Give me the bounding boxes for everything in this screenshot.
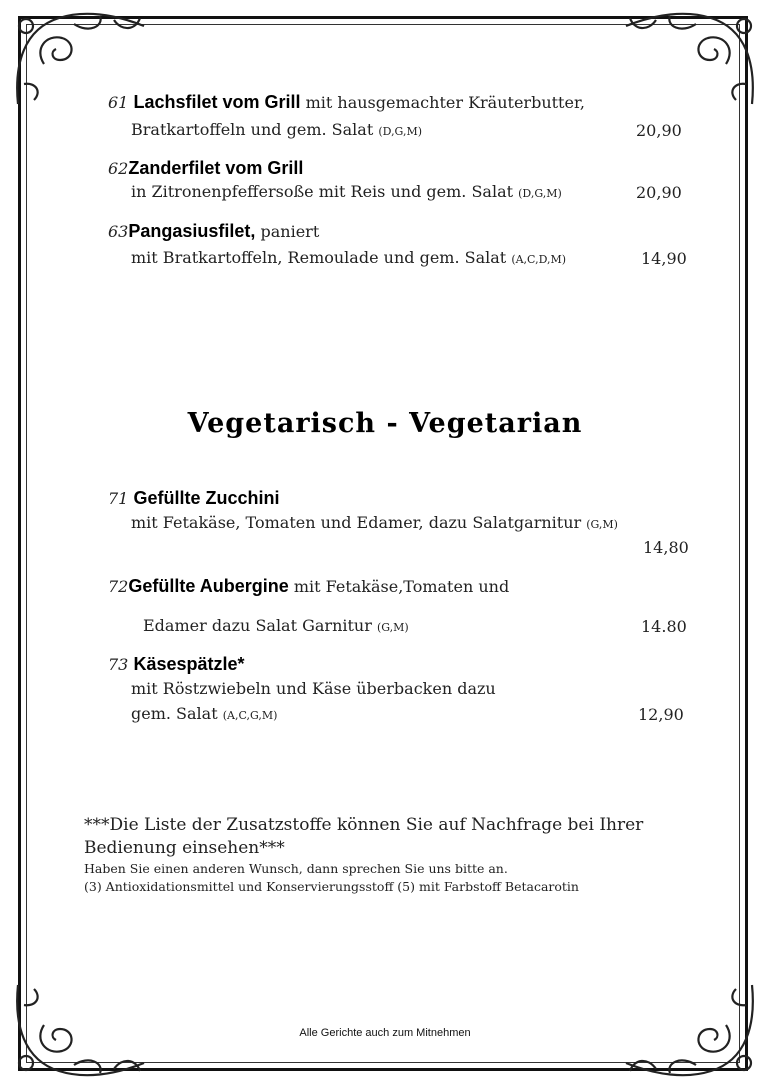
dish-name: Lachsfilet vom Grill [133, 92, 301, 112]
dish-description: mit Röstzwiebeln und Käse überbacken dazu [131, 679, 496, 698]
ornament-corner-top-right [616, 4, 766, 114]
dish-description: mit Fetakäse, Tomaten und Edamer, dazu Salatgarnitur [131, 513, 582, 532]
dish-description-line [131, 679, 496, 698]
dish-name: Gefüllte Zucchini [133, 488, 280, 508]
dish-header [108, 158, 303, 179]
allergen-codes: (D,G,M) [378, 125, 423, 138]
dish-name: Pangasiusfilet, [128, 221, 256, 241]
notice-line: Bedienung einsehen*** [84, 838, 285, 858]
dish-header [108, 576, 509, 597]
additives-notice [84, 814, 704, 896]
dish-description-line [131, 182, 562, 201]
section-title: Vegetarisch - Vegetarian [187, 408, 583, 439]
notice-line: (3) Antioxidationsmittel und Konservierungsstoff (5) mit Farbstoff Betacarotin [84, 879, 579, 894]
notice-line: ***Die Liste der Zusatzstoffe können Sie auf Nachfrage bei Ihrer [84, 815, 644, 835]
dish-price: 14,90 [641, 249, 687, 268]
dish-description-line [131, 120, 422, 139]
dish-number: 63 [108, 222, 129, 241]
dish-header [108, 92, 585, 113]
dish-description-line [131, 704, 277, 723]
dish-description: in Zitronenpfeffersoße mit Reis und gem. Salat [131, 182, 514, 201]
dish-header [108, 654, 245, 675]
dish-name: Käsespätzle* [133, 654, 245, 674]
dish-description: gem. Salat [131, 704, 218, 723]
dish-description: Bratkartoffeln und gem. Salat [131, 120, 374, 139]
footer-takeaway-note: Alle Gerichte auch zum Mitnehmen [299, 1027, 471, 1039]
dish-price: 14,80 [643, 538, 689, 557]
dish-price: 20,90 [636, 183, 682, 202]
allergen-codes: (A,C,D,M) [511, 253, 567, 266]
dish-description: mit Fetakäse,Tomaten und [293, 577, 510, 596]
dish-description-line [131, 513, 618, 532]
dish-name: Zanderfilet vom Grill [128, 158, 304, 178]
dish-header [108, 488, 279, 509]
allergen-codes: (D,G,M) [518, 187, 562, 200]
dish-price: 12,90 [638, 705, 684, 724]
page-border-inner [26, 24, 740, 1063]
dish-number: 61 [108, 93, 129, 112]
dish-number: 62 [108, 159, 129, 178]
dish-description: paniert [260, 222, 320, 241]
dish-number: 73 [108, 655, 129, 674]
dish-description: mit hausgemachter Kräuterbutter, [305, 93, 585, 112]
dish-header [108, 221, 319, 242]
dish-description: mit Bratkartoffeln, Remoulade und gem. Salat [131, 248, 507, 267]
dish-number: 72 [108, 577, 129, 596]
allergen-codes: (G,M) [586, 518, 618, 531]
dish-name: Gefüllte Aubergine [128, 576, 289, 596]
allergen-codes: (G,M) [376, 621, 409, 634]
notice-line: Haben Sie einen anderen Wunsch, dann sprechen Sie uns bitte an. [84, 861, 508, 876]
dish-description-line [131, 248, 566, 267]
dish-price: 14.80 [641, 617, 687, 636]
dish-description-line [143, 616, 409, 635]
dish-description: Edamer dazu Salat Garnitur [143, 616, 372, 635]
dish-price: 20,90 [636, 121, 682, 140]
dish-number: 71 [108, 489, 129, 508]
allergen-codes: (A,C,G,M) [222, 709, 278, 722]
